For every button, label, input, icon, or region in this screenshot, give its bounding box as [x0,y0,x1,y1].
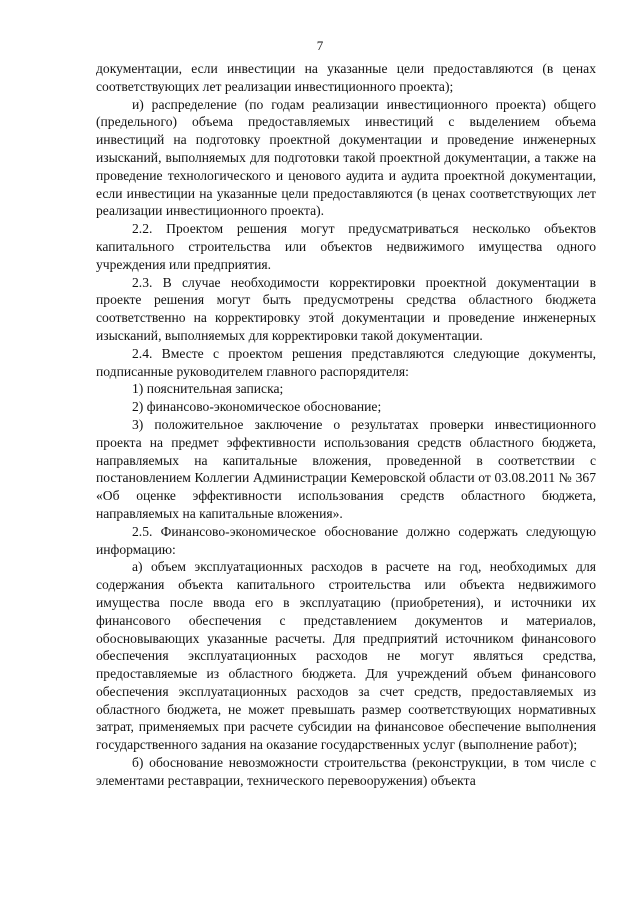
paragraph-2-2: 2.2. Проектом решения могут предусматриваться несколько объектов капитального строительства или объектов недвижимого имущества одного учреждения или предприятия. [96,221,596,272]
list-item-3: 3) положительное заключение о результатах проверки инвестиционного проекта на предмет эффективности использования средств областного бюджета, направляемых на капитальные вложения, проведенной в соответствии с постановлением Коллегии Администрации Кемеровской области от 03.08.2011 № 367 «Об оценке эффективности использования средств областного бюджета, направляемых на капитальные вложения». [96,416,596,521]
paragraph-item-i: и) распределение (по годам реализации инвестиционного проекта) общего (предельного) объема предоставляемых инвестиций с выделением объема инвестиций на подготовку проектной документации и проведение инженерных изысканий, выполняемых для подготовки такой проектной документации, а также на проведение технологического и ценового аудита и аудита проектной документации, если инвестиции на указанные цели предоставляются (в ценах соответствующих лет реализации инвестиционного проекта). [96,96,596,219]
paragraph-2-3: 2.3. В случае необходимости корректировки проектной документации в проекте решения могут быть предусмотрены средства областного бюджета соответственно на корректировку этой документации и проведение инженерных изысканий, выполняемых для корректировки такой документации. [96,274,596,343]
paragraph-2-4: 2.4. Вместе с проектом решения представляются следующие документы, подписанные руководителем главного распорядителя: [96,345,596,379]
paragraph-item-a: а) объем эксплуатационных расходов в расчете на год, необходимых для содержания объекта капитального строительства или объекта недвижимого имущества после ввода его в эксплуатацию (приобретения), и источники их финансового обеспечения с представлением документов и материалов, обосновывающих указанные расчеты. Для предприятий источником финансового обеспечения эксплуатационных расходов не могут являться средства, предоставляемые из областного бюджета. Для учреждений объем финансового обеспечения эксплуатационных расходов за счет средств, предоставляемых из областного бюджета, не может превышать размер соответствующих нормативных затрат, применяемых при расчете субсидии на финансовое обеспечение выполнения государственного задания на оказание государственных услуг (выполнение работ); [96,559,596,753]
list-item-2: 2) финансово-экономическое обоснование; [132,399,382,415]
paragraph-item-b: б) обоснование невозможности строительства (реконструкции, в том числе с элементами реставрации, технического перевооружения) объекта [96,755,596,788]
paragraph-2-5: 2.5. Финансово-экономическое обоснование должно содержать следующую информацию: [96,523,596,557]
paragraph-continuation: документации, если инвестиции на указанные цели предоставляются (в ценах соответствующих лет реализации инвестиционного проекта); [96,61,596,94]
document-body [96,60,596,790]
page-number: 7 [316,38,324,53]
list-item-1: 1) пояснительная записка; [132,381,284,397]
